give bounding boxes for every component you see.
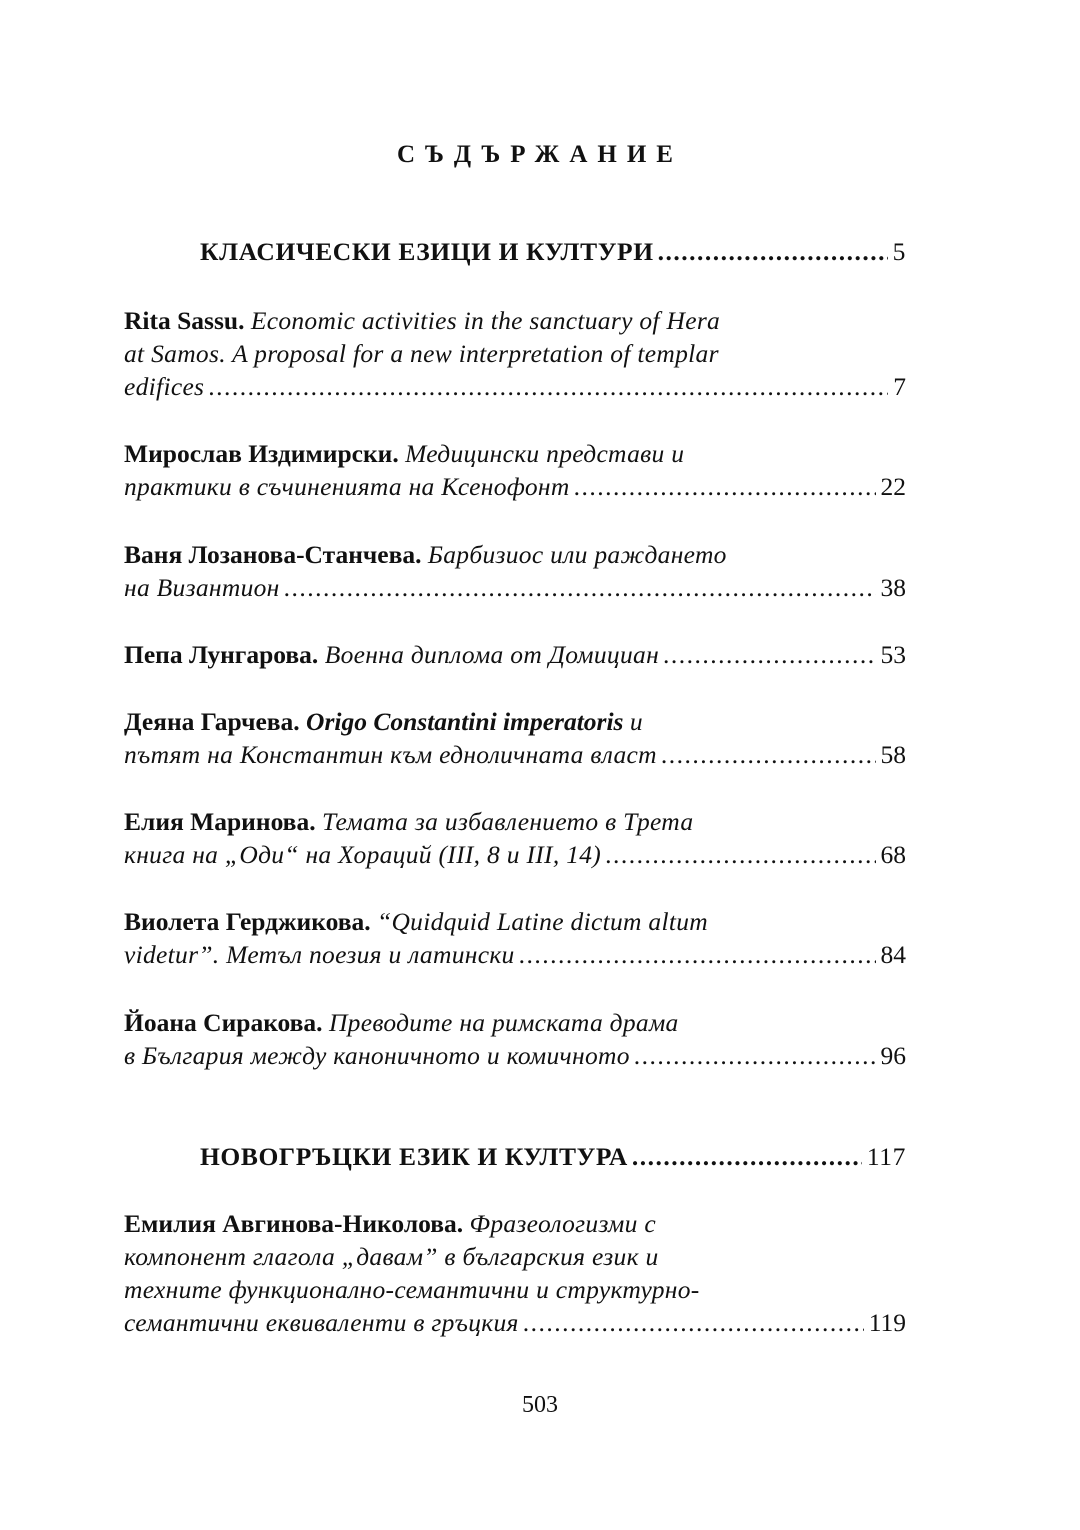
entry-page: 84 (880, 940, 906, 969)
entry-title: компонент глагола „давам” в българския език и (124, 1242, 659, 1271)
entry-title: пътят на Константин към едноличната власт (124, 740, 657, 769)
leader-dots (523, 1306, 864, 1339)
entry-page: 7 (893, 372, 906, 401)
toc-entry (124, 805, 906, 871)
entry-title: Economic activities in the sanctuary of Hera (250, 306, 721, 335)
entry-author: Елия Маринова. (124, 807, 316, 836)
entry-page: 96 (880, 1041, 906, 1070)
entry-page: 53 (880, 640, 906, 669)
section-title: НОВОГРЪЦКИ ЕЗИК И КУЛТУРА (200, 1142, 628, 1171)
toc-entry (124, 1207, 906, 1339)
entry-page: 22 (880, 472, 906, 501)
section-heading (200, 1140, 906, 1173)
entry-author: Йоана Сиракова. (124, 1008, 323, 1037)
toc-entry (124, 1006, 906, 1072)
entry-author: Мирослав Издимирски. (124, 439, 399, 468)
entry-page: 58 (880, 740, 906, 769)
entry-title: at Samos. A proposal for a new interpretation of templar (124, 339, 719, 368)
entry-author: Виолета Герджикова. (124, 907, 371, 936)
section-page: 5 (892, 237, 906, 266)
section-heading (200, 235, 906, 268)
toc-entry (124, 705, 906, 771)
entry-title: книга на „Оди“ на Хораций (III, 8 и III, 14) (124, 840, 602, 869)
page-number: 503 (522, 1392, 558, 1418)
entry-page: 68 (880, 840, 906, 869)
entry-title: Преводите на римската драма (328, 1008, 679, 1037)
page-title: СЪДЪРЖАНИЕ (397, 141, 683, 168)
entry-title: Темата за избавлението в Трета (321, 807, 694, 836)
leader-dots (634, 1039, 876, 1072)
leader-dots (208, 370, 888, 403)
entry-author: Ваня Лозанова-Станчева. (124, 540, 422, 569)
entry-page: 119 (868, 1308, 906, 1337)
entry-author: Деяна Гарчева. (124, 707, 300, 736)
toc-entry (124, 905, 906, 971)
entry-title: семантични еквиваленти в гръцкия (124, 1308, 519, 1337)
entry-title: Фразеологизми с (469, 1209, 656, 1238)
entry-title: на Византион (124, 573, 280, 602)
leader-dots (661, 738, 876, 771)
entry-title: Барбизиос или раждането (427, 540, 727, 569)
entry-author: Пепа Лунгарова. (124, 640, 319, 669)
leader-dots (605, 838, 875, 871)
section-page: 117 (866, 1142, 906, 1171)
entry-title: edifices (124, 372, 205, 401)
entry-page: 38 (880, 573, 906, 602)
entry-title: “Quidquid Latine dictum altum (376, 907, 708, 936)
toc-entry (124, 638, 906, 671)
leader-dots (632, 1140, 862, 1173)
entry-title: и (629, 707, 643, 736)
entry-title: Медицински представи и (405, 439, 685, 468)
entry-title: в България между каноничното и комичното (124, 1041, 630, 1070)
leader-dots (663, 638, 875, 671)
entry-title: Военна диплома от Домициан (324, 640, 660, 669)
leader-dots (284, 571, 876, 604)
leader-dots (574, 470, 876, 503)
entry-author: Rita Sassu. (124, 306, 245, 335)
toc-section-classical (200, 235, 906, 268)
entry-title: техните функционално-семантични и структурно- (124, 1275, 700, 1304)
leader-dots (519, 938, 876, 971)
entry-author: Емилия Авгинова-Николова. (124, 1209, 464, 1238)
entry-title-emphasis: Origo Constantini imperatoris (306, 707, 624, 736)
toc-entry (124, 304, 906, 403)
entry-title: практики в съчиненията на Ксенофонт (124, 472, 570, 501)
toc-entry (124, 538, 906, 604)
toc-entry (124, 437, 906, 503)
leader-dots (658, 235, 888, 268)
section-title: КЛАСИЧЕСКИ ЕЗИЦИ И КУЛТУРИ (200, 237, 654, 266)
toc-section-modern-greek (200, 1140, 906, 1173)
entry-title: videtur”. Метъл поезия и латински (124, 940, 515, 969)
